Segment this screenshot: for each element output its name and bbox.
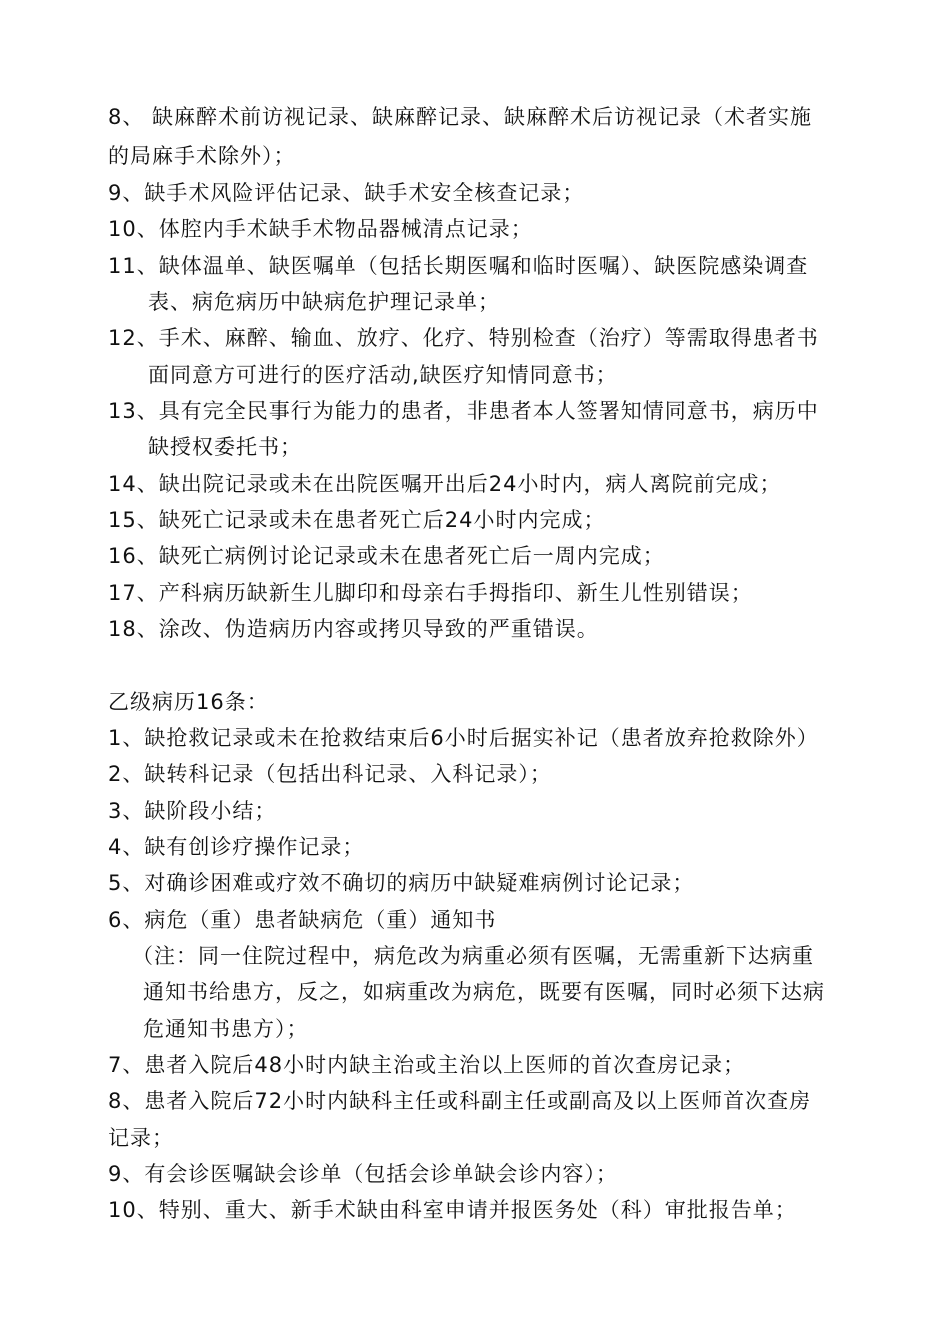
text-line: 8、患者入院后72小时内缺科主任或科副主任或副高及以上医师首次查房 <box>108 1089 812 1113</box>
text-line: 11、缺体温单、缺医嘱单（包括长期医嘱和临时医嘱）、缺医院感染调查 <box>108 254 809 278</box>
text-line: 记录； <box>108 1126 174 1150</box>
section-heading: 乙级病历16条： <box>108 690 269 714</box>
text-line: 通知书给患方，反之，如病重改为病危，既要有医嘱，同时必须下达病 <box>143 980 825 1004</box>
text-line: 面同意方可进行的医疗活动,缺医疗知情同意书； <box>148 363 618 387</box>
text-line: 表、病危病历中缺病危护理记录单； <box>148 290 500 314</box>
text-line: （注：同一住院过程中，病危改为病重必须有医嘱，无需重新下达病重 <box>132 944 814 968</box>
text-line: 12、手术、麻醉、输血、放疗、化疗、特别检查（治疗）等需取得患者书 <box>108 326 819 350</box>
text-line: 缺授权委托书； <box>148 435 302 459</box>
text-line: 18、涂改、伪造病历内容或拷贝导致的严重错误。 <box>108 617 599 641</box>
text-line: 10、特别、重大、新手术缺由科室申请并报医务处（科）审批报告单； <box>108 1198 797 1222</box>
text-line: 9、有会诊医嘱缺会诊单（包括会诊单缺会诊内容）； <box>108 1162 618 1186</box>
text-line: 8、 缺麻醉术前访视记录、缺麻醉记录、缺麻醉术后访视记录（术者实施 <box>108 105 813 129</box>
text-line: 13、具有完全民事行为能力的患者，非患者本人签署知情同意书，病历中 <box>108 399 819 423</box>
text-line: 1、缺抢救记录或未在抢救结束后6小时后据实补记（患者放弃抢救除外） <box>108 726 819 750</box>
text-line: 6、病危（重）患者缺病危（重）通知书 <box>108 908 497 932</box>
text-line: 3、缺阶段小结； <box>108 799 277 823</box>
text-line: 9、缺手术风险评估记录、缺手术安全核查记录； <box>108 181 585 205</box>
text-line: 4、缺有创诊疗操作记录； <box>108 835 365 859</box>
text-line: 14、缺出院记录或未在出院医嘱开出后24小时内，病人离院前完成； <box>108 472 782 496</box>
text-line: 17、产科病历缺新生儿脚印和母亲右手拇指印、新生儿性别错误； <box>108 581 753 605</box>
text-line: 15、缺死亡记录或未在患者死亡后24小时内完成； <box>108 508 606 532</box>
text-line: 10、体腔内手术缺手术物品器械清点记录； <box>108 217 533 241</box>
text-line: 的局麻手术除外）； <box>108 144 296 168</box>
text-line: 危通知书患方）； <box>143 1017 309 1041</box>
text-line: 16、缺死亡病例讨论记录或未在患者死亡后一周内完成； <box>108 544 665 568</box>
text-line: 5、对确诊困难或疗效不确切的病历中缺疑难病例讨论记录； <box>108 871 695 895</box>
text-line: 7、患者入院后48小时内缺主治或主治以上医师的首次查房记录； <box>108 1053 746 1077</box>
text-line: 2、缺转科记录（包括出科记录、入科记录）； <box>108 762 552 786</box>
